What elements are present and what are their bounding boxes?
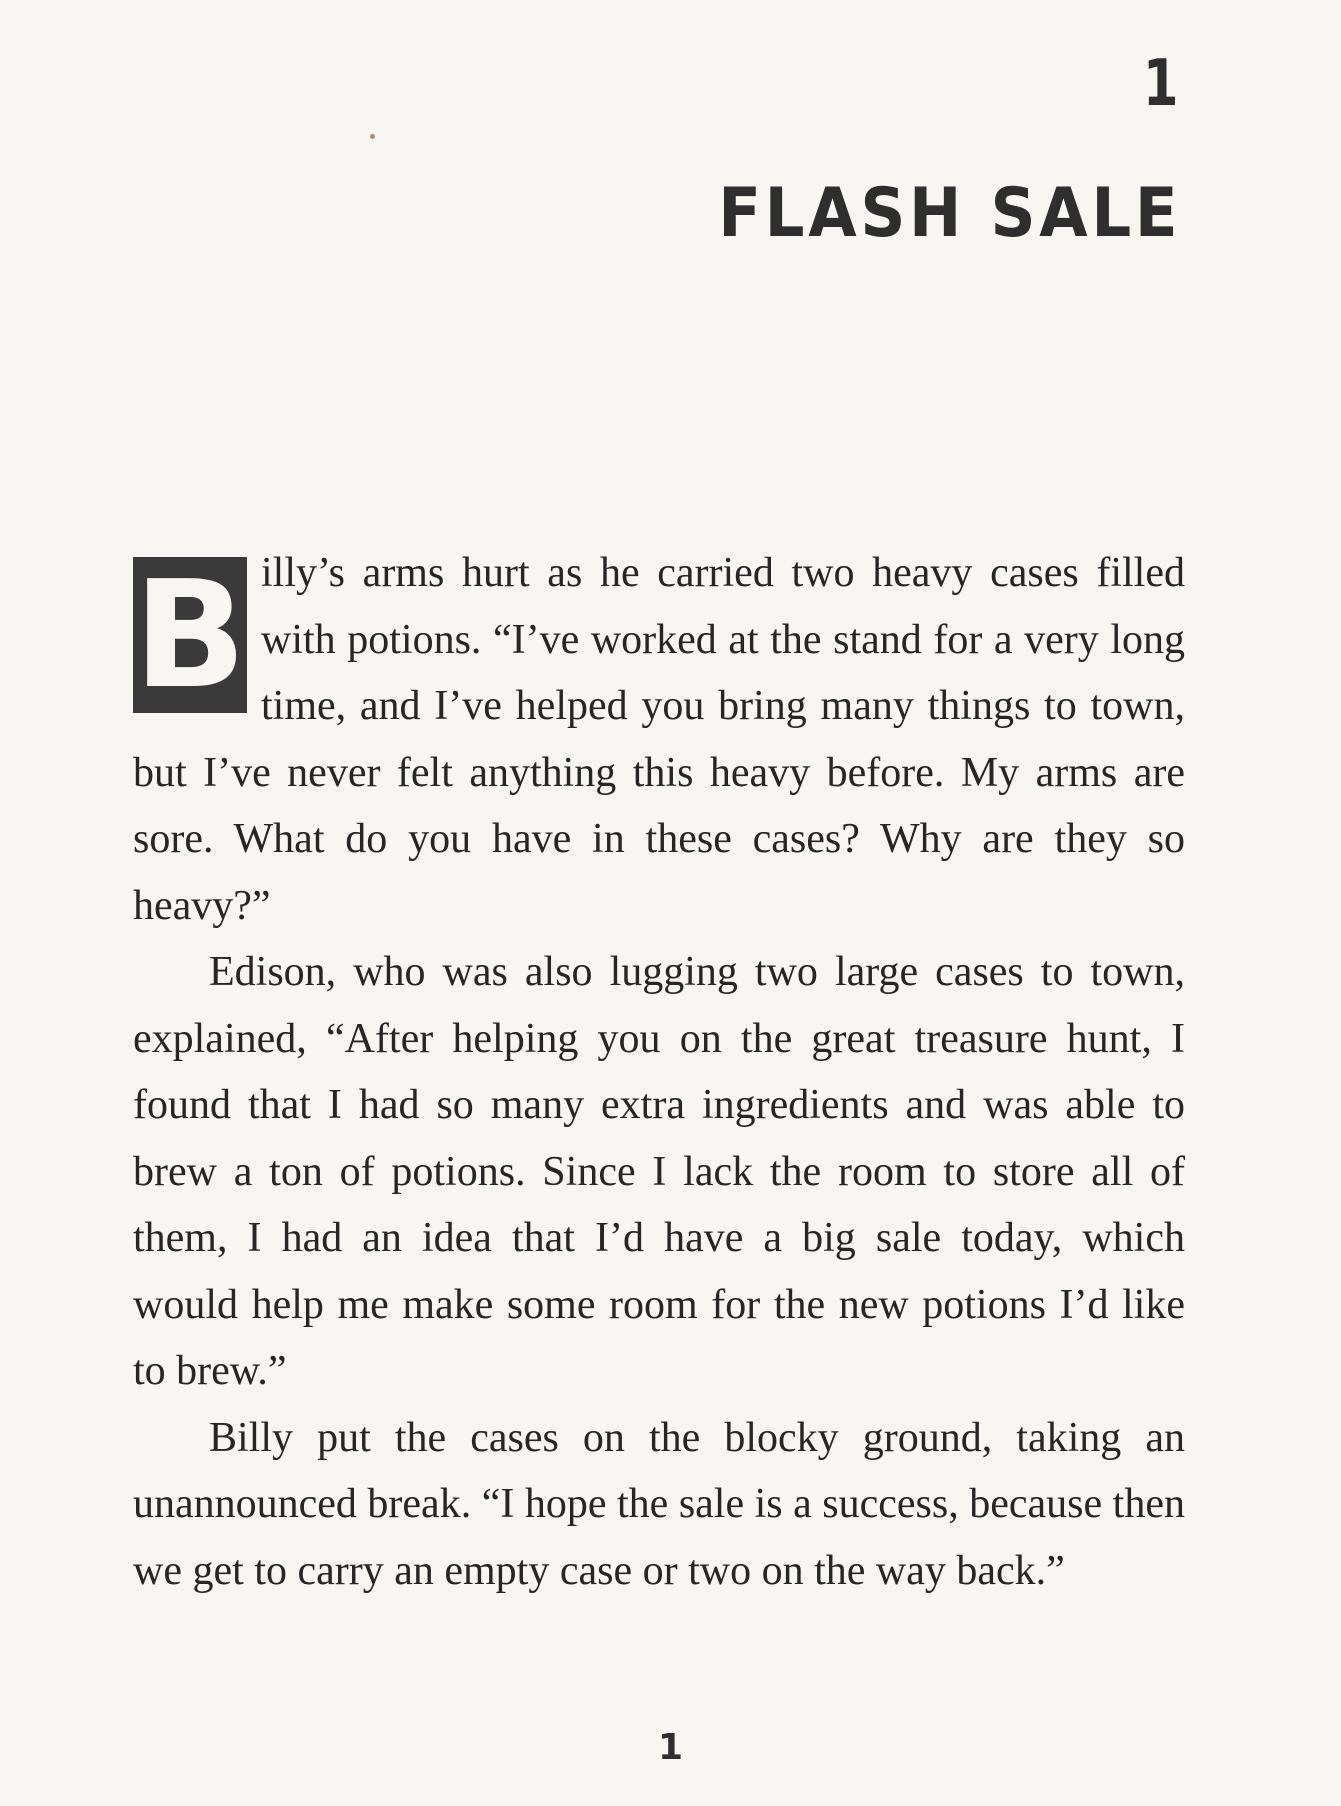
chapter-number: 1: [1143, 47, 1179, 121]
page-number: 1: [657, 1727, 684, 1768]
paragraph-1-text: illy’s arms hurt as he carried two heavy cases filled with potions. “I’ve worked at the stand for a very long time, and I’ve helped you bring many things to town, but I’ve never felt anything this heavy before. My arms are sore. What do you have in these cases? Why are they so heavy?”: [133, 550, 1185, 929]
drop-cap: B: [133, 557, 247, 713]
paragraph-1: [133, 540, 1185, 939]
chapter-title: FLASH SALE: [717, 174, 1181, 253]
ink-speck: [370, 134, 375, 139]
chapter-body: [133, 540, 1185, 1604]
paragraph-3: Billy put the cases on the blocky ground, taking an unannounced break. “I hope the sale is a success, because then we get to carry an empty case or two on the way back.”: [133, 1414, 1185, 1594]
paragraph-2: Edison, who was also lugging two large cases to town, explained, “After helping you on the great treasure hunt, I found that I had so many extra ingredients and was able to brew a ton of potions. Since I lack the room to store all of them, I had an idea that I’d have a big sale today, which would help me make some room for the new potions I’d like to brew.”: [133, 949, 1185, 1394]
